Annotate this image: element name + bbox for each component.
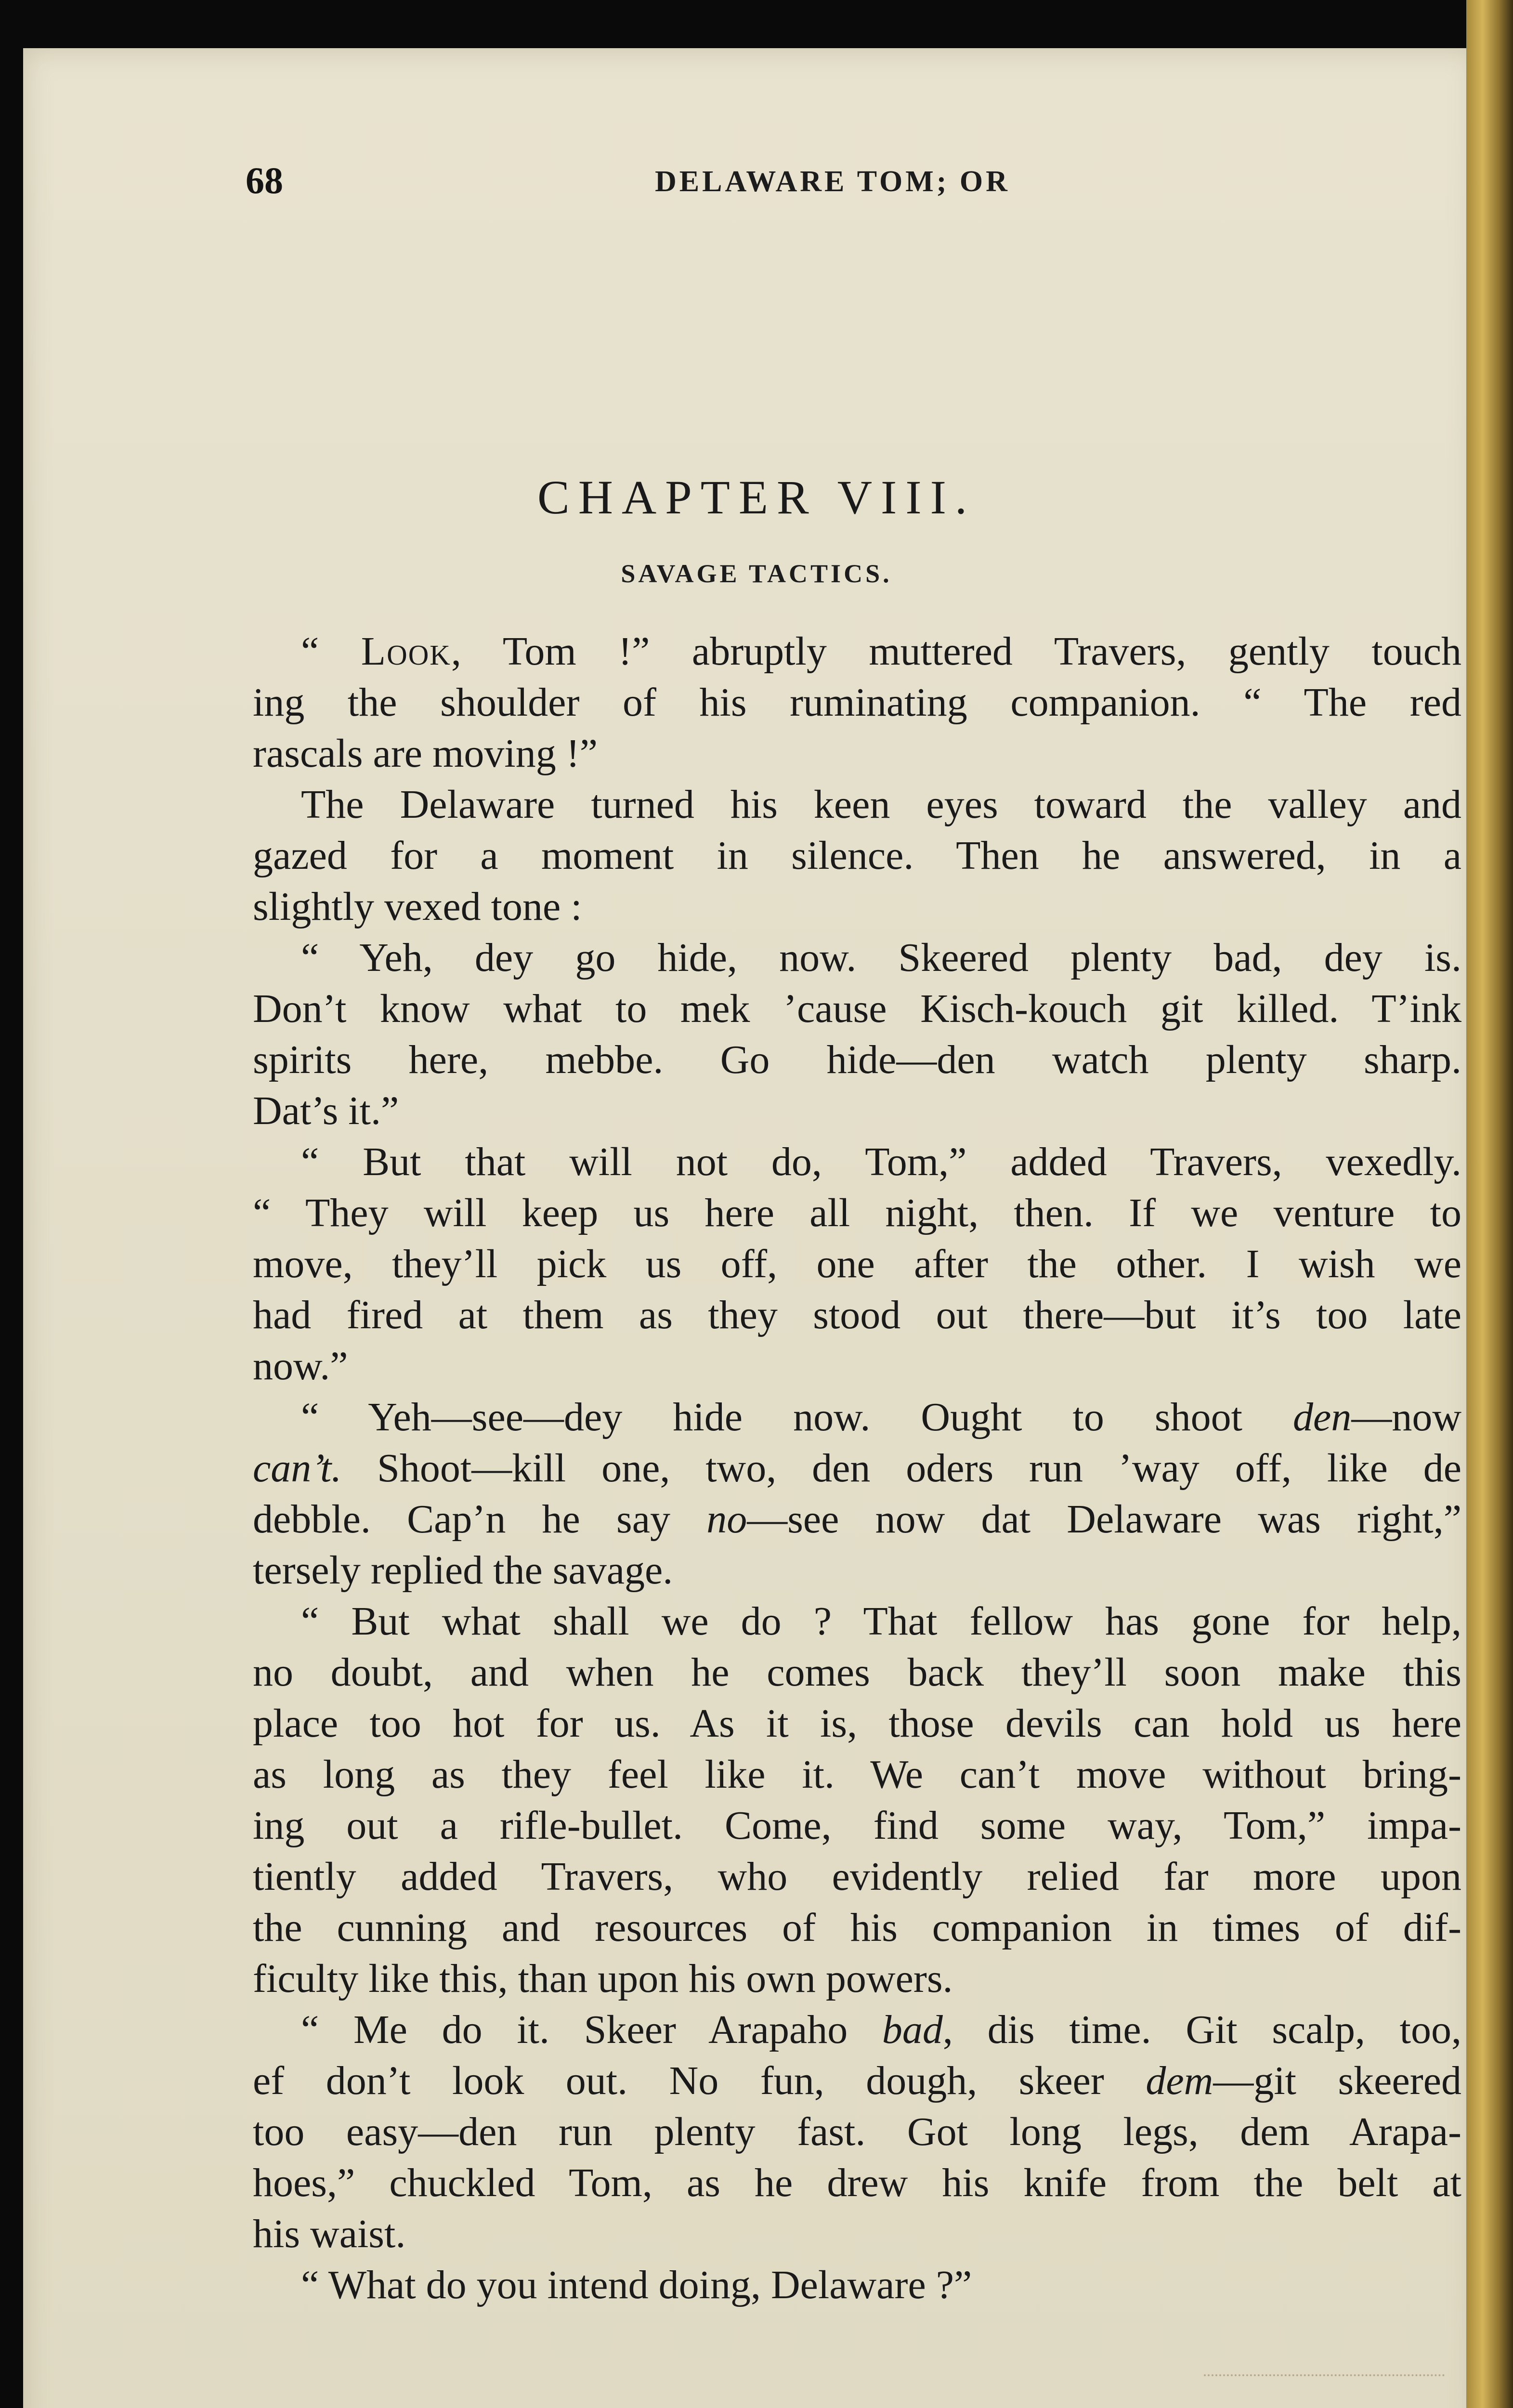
text-run: slightly vexed tone : — [253, 884, 582, 929]
text-line — [253, 728, 1461, 779]
decorative-rule — [1204, 2374, 1445, 2376]
text-line — [253, 1698, 1461, 1749]
text-run: the cunning and resources of his companion in times of dif- — [253, 1905, 1461, 1950]
text-line — [253, 830, 1461, 881]
text-line — [253, 677, 1461, 728]
text-line — [253, 881, 1461, 932]
text-run: ef don’t look out. No fun, dough, skeer — [253, 2058, 1146, 2103]
text-line — [253, 1953, 1461, 2004]
text-line — [253, 1290, 1461, 1341]
text-line — [253, 626, 1461, 677]
text-line — [253, 2004, 1461, 2055]
text-run: “ But that will not do, Tom,” added Travers, vexedly. — [301, 1139, 1461, 1184]
text-run: “ Yeh, dey go hide, now. Skeered plenty bad, dey is. — [301, 935, 1461, 980]
text-run: now.” — [253, 1344, 348, 1388]
text-line — [253, 2158, 1461, 2209]
text-line — [253, 932, 1461, 983]
text-line — [253, 1647, 1461, 1698]
text-line — [253, 1188, 1461, 1239]
text-run: tiently added Travers, who evidently relied far more upon — [253, 1854, 1461, 1899]
text-line — [253, 1392, 1461, 1443]
text-run: —now — [1351, 1395, 1461, 1440]
text-run: Don’t know what to mek ’cause Kisch-kouch git killed. T’ink — [253, 986, 1461, 1031]
text-line — [253, 1749, 1461, 1800]
text-run: his waist. — [253, 2212, 406, 2256]
text-line — [253, 1443, 1461, 1494]
text-run: move, they’ll pick us off, one after the other. I wish we — [253, 1242, 1461, 1286]
text-run: hoes,” chuckled Tom, as he drew his knife from the belt at — [253, 2160, 1461, 2205]
text-line — [253, 1800, 1461, 1851]
text-run: The Delaware turned his keen eyes toward the valley and — [301, 782, 1461, 827]
text-line — [253, 1086, 1461, 1137]
text-line — [253, 2055, 1461, 2107]
text-run: rascals are moving !” — [253, 731, 598, 776]
text-run: Dat’s it.” — [253, 1088, 399, 1133]
text-run: “ — [301, 629, 361, 674]
page-number: 68 — [246, 159, 283, 201]
text-run: debble. Cap’n he say — [253, 1497, 707, 1542]
text-line — [253, 2107, 1461, 2158]
text-line — [253, 1545, 1461, 1596]
text-run: ing out a rifle-bullet. Come, find some way, Tom,” impa- — [253, 1803, 1461, 1848]
text-line — [253, 1034, 1461, 1086]
text-line — [253, 1341, 1461, 1392]
text-run: too easy—den run plenty fast. Got long legs, dem Arapa- — [253, 2109, 1461, 2154]
text-run: “ Yeh—see—dey hide now. Ought to shoot — [301, 1395, 1293, 1440]
text-line — [253, 1239, 1461, 1290]
text-run: “ They will keep us here all night, then. If we venture to — [253, 1191, 1461, 1235]
text-run: no doubt, and when he comes back they’ll soon make this — [253, 1650, 1461, 1695]
text-run: , Tom !” abruptly muttered Travers, gently touch — [451, 629, 1461, 674]
text-line — [253, 1494, 1461, 1545]
italic-text: bad — [882, 2007, 943, 2052]
text-run: Shoot—kill one, two, den oders run ’way off, like de — [341, 1446, 1461, 1491]
text-run: —see now dat Delaware was right,” — [747, 1497, 1461, 1542]
text-run: “ But what shall we do ? That fellow has gone for help, — [301, 1599, 1461, 1644]
text-run: , dis time. Git scalp, too, — [942, 2007, 1461, 2052]
text-run: place too hot for us. As it is, those devils can hold us here — [253, 1701, 1461, 1746]
text-run: gazed for a moment in silence. Then he answered, in a — [253, 833, 1461, 878]
text-run: “ Me do it. Skeer Arapaho — [301, 2007, 882, 2052]
italic-text: dem — [1146, 2058, 1213, 2103]
text-line — [253, 1137, 1461, 1188]
text-run: ficulty like this, than upon his own powers. — [253, 1956, 953, 2001]
text-run: “ What do you intend doing, Delaware ?” — [301, 2263, 972, 2307]
text-run: as long as they feel like it. We can’t move without bring- — [253, 1752, 1461, 1797]
text-run: spirits here, mebbe. Go hide—den watch plenty sharp. — [253, 1037, 1461, 1082]
text-line — [253, 983, 1461, 1034]
italic-text: can’t. — [253, 1446, 342, 1491]
chapter-body-text — [253, 626, 1461, 2311]
italic-text: den — [1293, 1395, 1352, 1440]
chapter-subtitle: SAVAGE TACTICS. — [621, 559, 892, 588]
text-run: —git skeered — [1213, 2058, 1462, 2103]
text-line — [253, 2260, 1461, 2311]
text-line — [253, 1851, 1461, 1902]
small-caps-text: Look — [361, 629, 451, 674]
text-run: ing the shoulder of his ruminating companion. “ The red — [253, 680, 1461, 725]
book-spine-edge — [1466, 0, 1513, 2408]
text-run: had fired at them as they stood out there—but it’s too late — [253, 1293, 1461, 1337]
text-line — [253, 2209, 1461, 2260]
text-line — [253, 1902, 1461, 1953]
text-line — [253, 779, 1461, 830]
text-line — [253, 1596, 1461, 1647]
running-head-title: DELAWARE TOM; OR — [655, 165, 1010, 198]
chapter-title: CHAPTER VIII. — [537, 471, 976, 524]
italic-text: no — [706, 1497, 747, 1542]
text-run: tersely replied the savage. — [253, 1548, 673, 1593]
